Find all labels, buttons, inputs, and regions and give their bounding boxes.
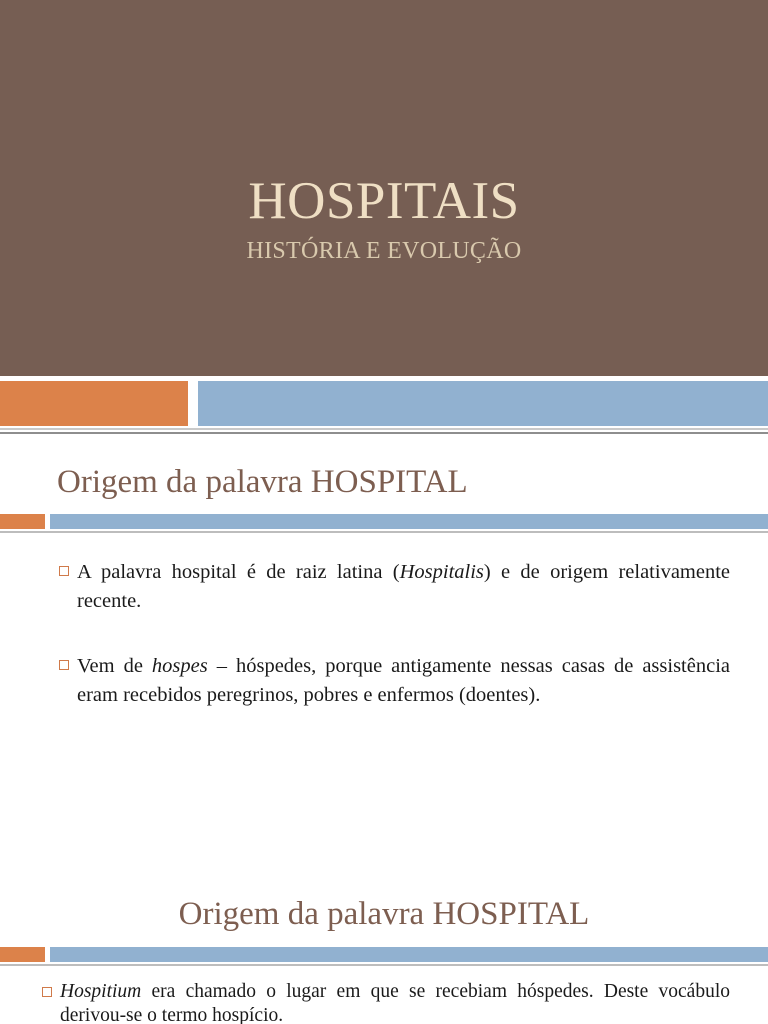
- accent-bar-orange: [0, 381, 188, 426]
- content-slide-1: [0, 434, 768, 844]
- bullet-text-part: A palavra hospital é de raiz latina (: [77, 561, 400, 583]
- bullet-text-part: – hóspedes, porque antigamente nessas casas de assistência eram recebidos peregrinos, pobres e enfermos (doentes).: [77, 655, 730, 706]
- heading-accent-blue: [50, 514, 768, 529]
- accent-bar-blue: [198, 381, 768, 426]
- title-slide: [0, 0, 768, 432]
- bullet-text-part: ) e de origem relativamente recente.: [77, 561, 731, 612]
- bullet-text-part: era chamado o lugar em que se recebiam hóspedes. Deste vocábulo derivou-se o termo hospício.: [60, 981, 730, 1024]
- slide-title: HOSPITAIS: [248, 172, 520, 230]
- heading-accent-line: [0, 531, 768, 533]
- bullet-text: [60, 980, 730, 1024]
- bullet-text-part: Vem de: [77, 655, 152, 677]
- heading-accent-line: [0, 964, 768, 966]
- accent-underline: [0, 428, 768, 430]
- slide-subtitle: HISTÓRIA E EVOLUÇÃO: [246, 238, 522, 264]
- bullet-square-icon: [59, 660, 69, 670]
- heading-accent-orange: [0, 514, 45, 529]
- heading-accent-orange: [0, 947, 45, 962]
- bullet-text: [77, 652, 730, 710]
- latin-term: Hospitalis: [399, 561, 484, 583]
- slide-heading: Origem da palavra HOSPITAL: [57, 464, 468, 500]
- bullet-square-icon: [42, 987, 52, 997]
- slide-heading: Origem da palavra HOSPITAL: [178, 896, 590, 932]
- latin-term: hospes: [151, 655, 208, 677]
- latin-term: Hospitium: [60, 981, 142, 1002]
- bullet-square-icon: [59, 566, 69, 576]
- bullet-text: [77, 558, 730, 616]
- heading-accent-blue: [50, 947, 768, 962]
- content-slide-2: [0, 844, 768, 1024]
